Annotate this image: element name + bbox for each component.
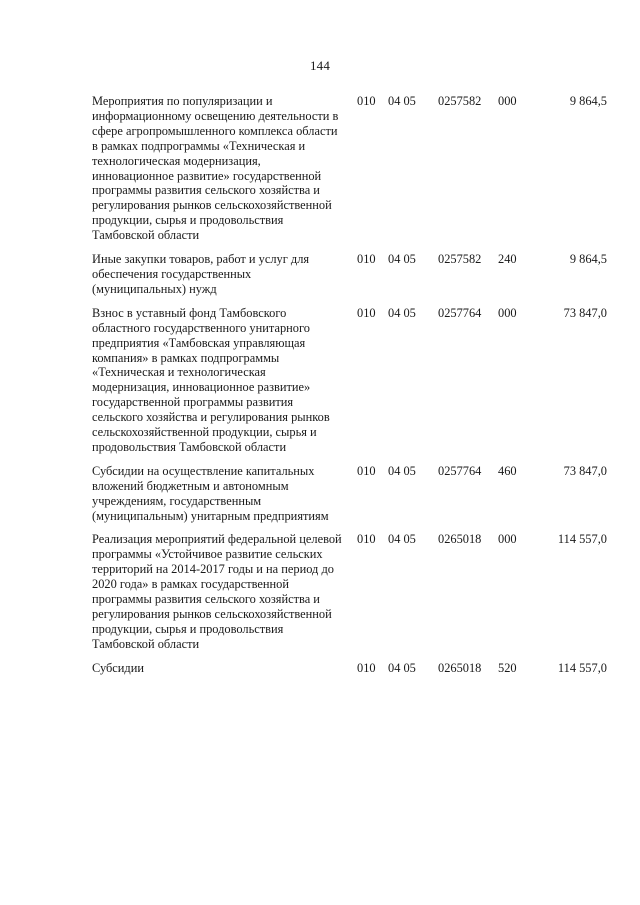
table-row bbox=[92, 464, 607, 524]
expense-type-code: 000 bbox=[498, 94, 517, 108]
table-row bbox=[92, 532, 607, 651]
row-description: Мероприятия по популяризации и информационному освещению деятельности в сфере агропромышленного комплекса области в рамках подпрограммы «Техническая и технологическая модернизация, инновационное развитие» государственной программы развития сельского хозяйства и регулирования рынков сельскохозяйственной продукции, сырья и продовольствия Тамбовской области bbox=[92, 94, 339, 243]
expense-type-code: 460 bbox=[498, 463, 517, 478]
row-description: Иные закупки товаров, работ и услуг для обеспечения государственных (муниципальных) нужд bbox=[92, 252, 310, 296]
section-code: 04 05 bbox=[388, 532, 416, 547]
amount: 9 864,5 bbox=[569, 252, 607, 267]
target-code: 0257582 bbox=[438, 252, 482, 267]
target-code: 0257582 bbox=[438, 94, 482, 108]
expense-type-code: 000 bbox=[498, 532, 517, 547]
amount: 73 847,0 bbox=[563, 305, 607, 320]
table-row bbox=[92, 306, 607, 455]
ministry-code: 010 bbox=[357, 660, 376, 675]
ministry-code: 010 bbox=[357, 252, 376, 267]
row-description: Взнос в уставный фонд Тамбовского областного государственного унитарного предприятия «Тамбовская управляющая компания» в рамках подпрограммы «Техническая и технологическая модернизация, инновационное развитие» государственной программы развития сельского хозяйства и регулирования рынков сельскохозяйственной продукции, сырья и продовольствия Тамбовской области bbox=[92, 305, 330, 454]
section-code: 04 05 bbox=[388, 94, 416, 108]
expense-type-code: 240 bbox=[498, 252, 517, 267]
ministry-code: 010 bbox=[357, 305, 376, 320]
target-code: 0257764 bbox=[438, 463, 482, 478]
section-code: 04 05 bbox=[388, 305, 416, 320]
row-description: Субсидии на осуществление капитальных вложений бюджетным и автономным учреждениям, государственным (муниципальным) унитарным предприятиям bbox=[92, 463, 329, 523]
amount: 9 864,5 bbox=[569, 94, 607, 108]
expense-type-code: 000 bbox=[498, 305, 517, 320]
row-description: Субсидии bbox=[92, 660, 144, 675]
table-row bbox=[92, 661, 607, 676]
section-code: 04 05 bbox=[388, 252, 416, 267]
amount: 114 557,0 bbox=[557, 532, 607, 547]
budget-table bbox=[92, 94, 607, 676]
table-row bbox=[92, 94, 607, 243]
target-code: 0257764 bbox=[438, 305, 482, 320]
section-code: 04 05 bbox=[388, 660, 416, 675]
expense-type-code: 520 bbox=[498, 660, 517, 675]
page-number: 144 bbox=[309, 58, 331, 73]
target-code: 0265018 bbox=[438, 660, 482, 675]
target-code: 0265018 bbox=[438, 532, 482, 547]
table-row bbox=[92, 252, 607, 297]
ministry-code: 010 bbox=[357, 463, 376, 478]
row-description: Реализация мероприятий федеральной целевой программы «Устойчивое развитие сельских территорий на 2014-2017 годы и на период до 2020 года» в рамках государственной программы развития сельского хозяйства и регулирования рынков сельскохозяйственной продукции, сырья и продовольствия Тамбовской области bbox=[92, 532, 342, 651]
section-code: 04 05 bbox=[388, 463, 416, 478]
ministry-code: 010 bbox=[357, 94, 376, 108]
ministry-code: 010 bbox=[357, 532, 376, 547]
amount: 73 847,0 bbox=[563, 463, 607, 478]
amount: 114 557,0 bbox=[557, 660, 607, 675]
